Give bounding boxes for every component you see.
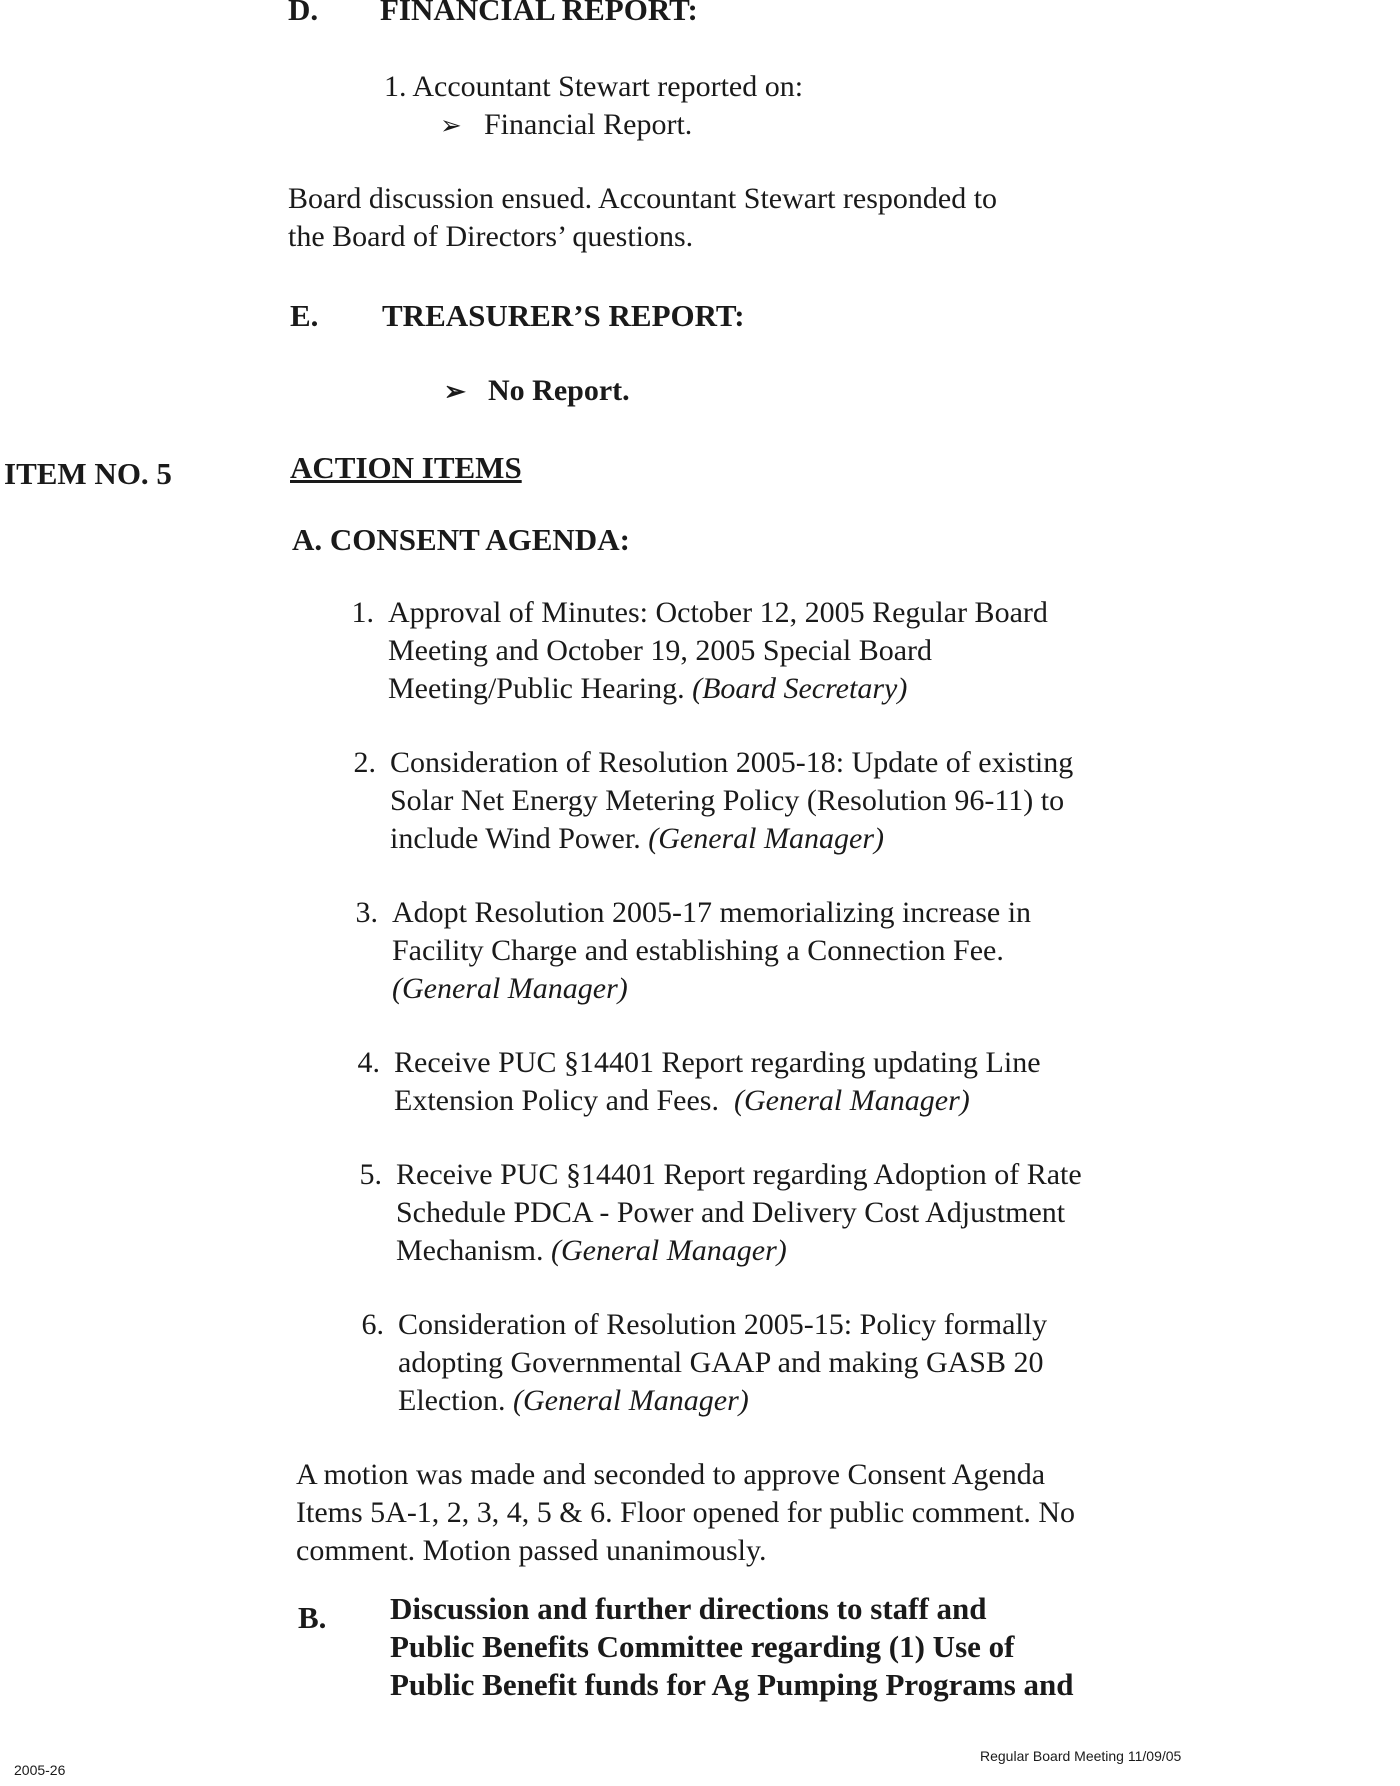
consent-item-role: (Board Secretary): [692, 672, 908, 705]
consent-item-role: (General Manager): [550, 1234, 787, 1267]
consent-item-line: Extension Policy and Fees.: [394, 1084, 719, 1117]
section-d-title: FINANCIAL REPORT:: [380, 0, 698, 27]
section-e-bullet: [444, 372, 630, 411]
consent-item-role: (General Manager): [512, 1384, 749, 1417]
section-d-item: [384, 68, 803, 106]
consent-item-line: Receive PUC §14401 Report regarding Adoption of Rate: [396, 1158, 1082, 1191]
discussion-line: the Board of Directors’ questions.: [288, 220, 694, 253]
section-d-item-text: Accountant Stewart reported on:: [412, 70, 804, 103]
section-a-letter: A.: [292, 522, 323, 557]
footer-page-code: 2005-26: [14, 1762, 66, 1778]
consent-item-role: (General Manager): [392, 972, 628, 1005]
consent-item-line: include Wind Power.: [390, 822, 641, 855]
section-d-item-number: 1.: [384, 70, 407, 103]
consent-item: [344, 1044, 1041, 1120]
consent-item-line: Approval of Minutes: October 12, 2005 Regular Board: [388, 596, 1048, 629]
arrow-bullet-icon: ➢: [440, 111, 462, 140]
consent-item-line: Facility Charge and establishing a Connection Fee.: [392, 934, 1004, 967]
discussion-line: Board discussion ensued. Accountant Stewart responded to: [288, 182, 998, 215]
section-b-heading: [390, 1590, 1074, 1704]
section-d-heading: [288, 0, 698, 28]
section-b-letter: B.: [298, 1600, 327, 1635]
consent-item-role: (General Manager): [733, 1084, 970, 1117]
consent-item: [342, 894, 1031, 1008]
item-number-label: ITEM NO. 5: [4, 456, 172, 491]
footer-meeting: Regular Board Meeting 11/09/05: [980, 1748, 1182, 1764]
consent-item-line: Consideration of Resolution 2005-15: Policy formally: [398, 1308, 1048, 1341]
consent-item-role: (General Manager): [648, 822, 884, 855]
consent-item-line: Schedule PDCA - Power and Delivery Cost Adjustment: [396, 1196, 1066, 1229]
section-b-line: Discussion and further directions to staff and: [390, 1591, 987, 1626]
consent-item-line: Adopt Resolution 2005-17 memorializing increase in: [392, 896, 1032, 929]
consent-item: [340, 744, 1073, 858]
consent-item-line: Meeting and October 19, 2005 Special Board: [388, 634, 933, 667]
consent-item-line: adopting Governmental GAAP and making GASB 20: [398, 1346, 1044, 1379]
consent-item: [348, 1306, 1047, 1420]
consent-item-line: Mechanism.: [396, 1234, 544, 1267]
motion-line: A motion was made and seconded to approve Consent Agenda: [296, 1458, 1046, 1491]
consent-item-number: 1.: [351, 596, 374, 629]
section-e-title: TREASURER’S REPORT:: [382, 298, 745, 333]
consent-item: [346, 1156, 1082, 1270]
consent-item-number: 4.: [357, 1046, 380, 1079]
consent-item-number: 2.: [353, 746, 376, 779]
consent-item-line: Consideration of Resolution 2005-18: Update of existing: [390, 746, 1074, 779]
section-a-title: CONSENT AGENDA:: [329, 522, 630, 557]
section-b-line: Public Benefits Committee regarding (1) Use of: [390, 1629, 1015, 1664]
arrow-bullet-icon: ➢: [444, 377, 466, 406]
section-d-bullet: [440, 106, 692, 145]
consent-item-line: Receive PUC §14401 Report regarding updating Line: [394, 1046, 1041, 1079]
consent-agenda-heading: [292, 522, 630, 558]
consent-item: [338, 594, 1048, 708]
motion-paragraph: [296, 1456, 1075, 1570]
section-e-letter: E.: [290, 298, 319, 333]
section-e-heading: [290, 298, 745, 334]
motion-line: comment. Motion passed unanimously.: [296, 1534, 767, 1567]
consent-item-number: 5.: [359, 1158, 382, 1191]
consent-item-number: 3.: [355, 896, 378, 929]
section-e-bullet-text: No Report.: [488, 374, 630, 407]
motion-line: Items 5A-1, 2, 3, 4, 5 & 6. Floor opened for public comment. No: [296, 1496, 1076, 1529]
section-d-letter: D.: [288, 0, 319, 27]
consent-item-line: Election.: [398, 1384, 506, 1417]
discussion-paragraph: [288, 180, 997, 256]
consent-item-number: 6.: [361, 1308, 384, 1341]
consent-item-line: Meeting/Public Hearing.: [388, 672, 685, 705]
section-d-bullet-text: Financial Report.: [484, 108, 693, 141]
action-items-heading: ACTION ITEMS: [290, 450, 522, 485]
consent-item-line: Solar Net Energy Metering Policy (Resolution 96-11) to: [390, 784, 1065, 817]
section-b-line: Public Benefit funds for Ag Pumping Programs and: [390, 1667, 1074, 1702]
